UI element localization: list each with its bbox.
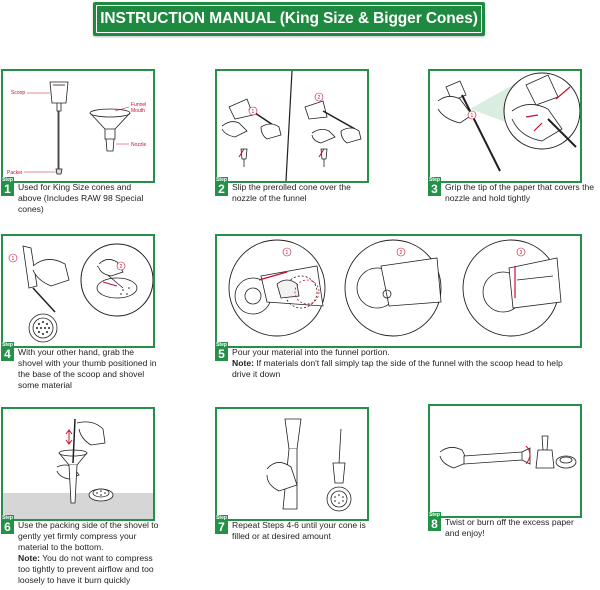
- step-6-text-block: [18, 520, 164, 586]
- step-8-badge: [428, 512, 441, 531]
- step-1-panel: [1, 69, 155, 196]
- step-3-illustration: [430, 71, 580, 181]
- step-5-illustration: [217, 236, 580, 346]
- step-1-badge: [1, 177, 14, 196]
- page-title: INSTRUCTION MANUAL (King Size & Bigger Cones): [100, 10, 478, 27]
- step-5-note-label: Note:: [232, 358, 254, 368]
- step-5-number: 5: [218, 347, 225, 361]
- step-2-illustration: [217, 71, 367, 181]
- step-7-number: 7: [218, 520, 225, 534]
- step-3-marker: 1: [470, 113, 474, 119]
- step-3-number: 3: [431, 182, 438, 196]
- step-2-number: 2: [218, 182, 225, 196]
- step-6-badge: [1, 515, 14, 534]
- step-6-illustration: [3, 409, 153, 519]
- step-5-text: Pour your material into the funnel portion.: [232, 347, 390, 357]
- step-3-text: Grip the tip of the paper that covers the nozzle and hold tightly: [445, 182, 595, 203]
- step-5-prefix: Step: [216, 342, 227, 348]
- step-4-prefix: Step: [2, 342, 13, 348]
- step-5-text-block: [232, 347, 572, 380]
- step-8-prefix: Step: [429, 512, 440, 518]
- step-6-prefix: Step: [2, 515, 13, 521]
- step-4-number: 4: [4, 347, 11, 361]
- step-7-badge: [215, 515, 228, 534]
- step-2-marker-2: 2: [317, 95, 321, 101]
- step-8-illustration: [430, 406, 580, 516]
- step-1-prefix: Step: [2, 177, 13, 183]
- step-5-marker-3: 3: [519, 250, 523, 256]
- step-6-text: Use the packing side of the shovel to gently yet firmly compress your material to the bottom.: [18, 520, 159, 552]
- step-5-marker-1: 1: [285, 250, 289, 256]
- step-3-badge: [428, 177, 441, 196]
- step-6-note-label: Note:: [18, 553, 40, 563]
- step-4-illustration: [3, 236, 153, 346]
- step-4-text: With your other hand, grab the shovel with your thumb positioned in the base of the scoop and shovel some material: [18, 347, 157, 390]
- step-2-badge: [215, 177, 228, 196]
- step-7-text: Repeat Steps 4-6 until your cone is filled or at desired amount: [232, 520, 366, 541]
- packer-label: Packer: [7, 170, 23, 176]
- step-7-prefix: Step: [216, 515, 227, 521]
- title-banner: [93, 2, 485, 36]
- step-4-marker-2: 2: [119, 264, 123, 270]
- nozzle-label: Nozzle: [131, 142, 147, 148]
- step-1-text: Used for King Size cones and above (Includes RAW 98 Special cones): [18, 182, 144, 214]
- funnel-mouth-label-2: Mouth: [131, 108, 145, 114]
- step-5-badge: [215, 342, 228, 361]
- step-2-marker-1: 1: [251, 109, 255, 115]
- step-3-prefix: Step: [429, 177, 440, 183]
- step-5-note: If materials don't fall simply tap the side of the funnel with the scoop head to help drive it down: [232, 358, 563, 379]
- step-2-text: Slip the prerolled cone over the nozzle of the funnel: [232, 182, 351, 203]
- step-7-illustration: [217, 409, 367, 519]
- step-8-number: 8: [431, 517, 438, 531]
- step-8-text: Twist or burn off the excess paper and enjoy!: [445, 517, 574, 538]
- step-4-panel: [1, 234, 155, 361]
- scoop-label: Scoop: [11, 90, 26, 96]
- step-6-note: You do not want to compress too tightly to prevent airflow and too loosely to have it burn quickly: [18, 553, 154, 585]
- step-4-marker-1: 1: [11, 256, 15, 262]
- step-6-number: 6: [4, 520, 11, 534]
- step-4-badge: [1, 342, 14, 361]
- step-5-marker-2: 2: [399, 250, 403, 256]
- step-6-panel: [1, 407, 155, 534]
- step-2-prefix: Step: [216, 177, 227, 183]
- step-1-number: 1: [4, 182, 11, 196]
- step-1-illustration: [3, 71, 153, 181]
- funnel-mouth-label-1: Funnel: [131, 102, 147, 108]
